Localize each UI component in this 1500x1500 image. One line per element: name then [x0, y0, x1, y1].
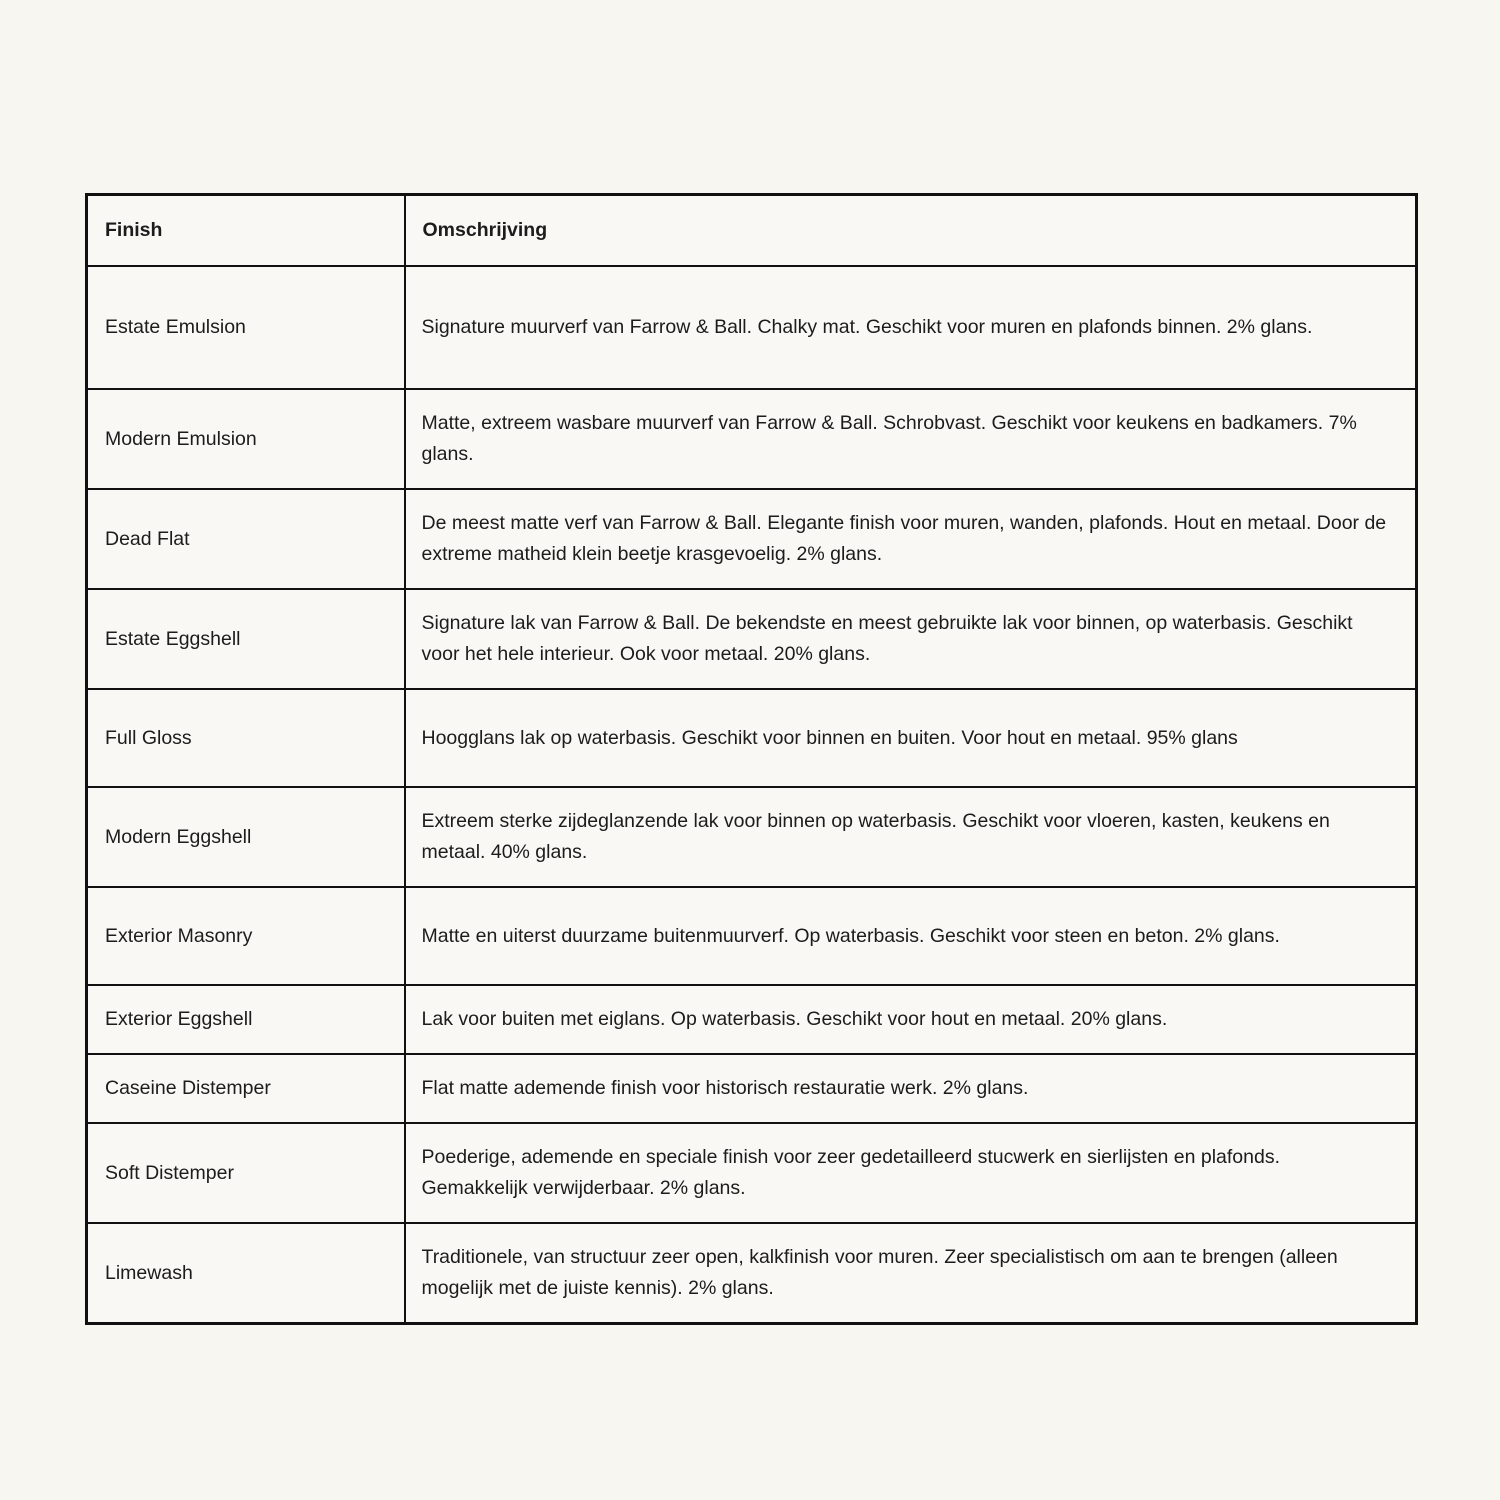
description-cell: Lak voor buiten met eiglans. Op waterbasis. Geschikt voor hout en metaal. 20% glans.: [405, 985, 1417, 1054]
finish-cell: Soft Distemper: [87, 1123, 405, 1223]
table-row: [87, 266, 1417, 389]
finish-cell: Modern Eggshell: [87, 787, 405, 887]
table-row: [87, 787, 1417, 887]
finish-cell: Full Gloss: [87, 689, 405, 787]
header-row: [87, 195, 1417, 267]
description-cell: Signature muurverf van Farrow & Ball. Chalky mat. Geschikt voor muren en plafonds binnen. 2% glans.: [405, 266, 1417, 389]
table-row: [87, 1223, 1417, 1324]
description-cell: De meest matte verf van Farrow & Ball. Elegante finish voor muren, wanden, plafonds. Hout en metaal. Door de extreme matheid klein beetje krasgevoelig. 2% glans.: [405, 489, 1417, 589]
header-cell-omschrijving: Omschrijving: [405, 195, 1417, 267]
finish-cell: Exterior Eggshell: [87, 985, 405, 1054]
table-row: [87, 985, 1417, 1054]
finish-cell: Exterior Masonry: [87, 887, 405, 985]
table-row: [87, 1054, 1417, 1123]
table-body: [87, 266, 1417, 1324]
description-cell: Hoogglans lak op waterbasis. Geschikt voor binnen en buiten. Voor hout en metaal. 95% glans: [405, 689, 1417, 787]
table-row: [87, 689, 1417, 787]
description-cell: Extreem sterke zijdeglanzende lak voor binnen op waterbasis. Geschikt voor vloeren, kasten, keukens en metaal. 40% glans.: [405, 787, 1417, 887]
description-cell: Flat matte ademende finish voor historisch restauratie werk. 2% glans.: [405, 1054, 1417, 1123]
description-cell: Matte en uiterst duurzame buitenmuurverf. Op waterbasis. Geschikt voor steen en beton. 2% glans.: [405, 887, 1417, 985]
description-cell: Traditionele, van structuur zeer open, kalkfinish voor muren. Zeer specialistisch om aan te brengen (alleen mogelijk met de juiste kennis). 2% glans.: [405, 1223, 1417, 1324]
description-cell: Poederige, ademende en speciale finish voor zeer gedetailleerd stucwerk en sierlijsten en plafonds. Gemakkelijk verwijderbaar. 2% glans.: [405, 1123, 1417, 1223]
table-row: [87, 489, 1417, 589]
description-cell: Matte, extreem wasbare muurverf van Farrow & Ball. Schrobvast. Geschikt voor keukens en badkamers. 7% glans.: [405, 389, 1417, 489]
finish-cell: Limewash: [87, 1223, 405, 1324]
finish-cell: Estate Emulsion: [87, 266, 405, 389]
finish-cell: Modern Emulsion: [87, 389, 405, 489]
table-header: [87, 195, 1417, 267]
paint-finishes-table: [85, 193, 1418, 1325]
table-row: [87, 1123, 1417, 1223]
table-row: [87, 389, 1417, 489]
description-cell: Signature lak van Farrow & Ball. De bekendste en meest gebruikte lak voor binnen, op waterbasis. Geschikt voor het hele interieur. Ook voor metaal. 20% glans.: [405, 589, 1417, 689]
header-cell-finish: Finish: [87, 195, 405, 267]
finish-cell: Dead Flat: [87, 489, 405, 589]
table-row: [87, 887, 1417, 985]
finish-cell: Estate Eggshell: [87, 589, 405, 689]
finish-cell: Caseine Distemper: [87, 1054, 405, 1123]
table-row: [87, 589, 1417, 689]
